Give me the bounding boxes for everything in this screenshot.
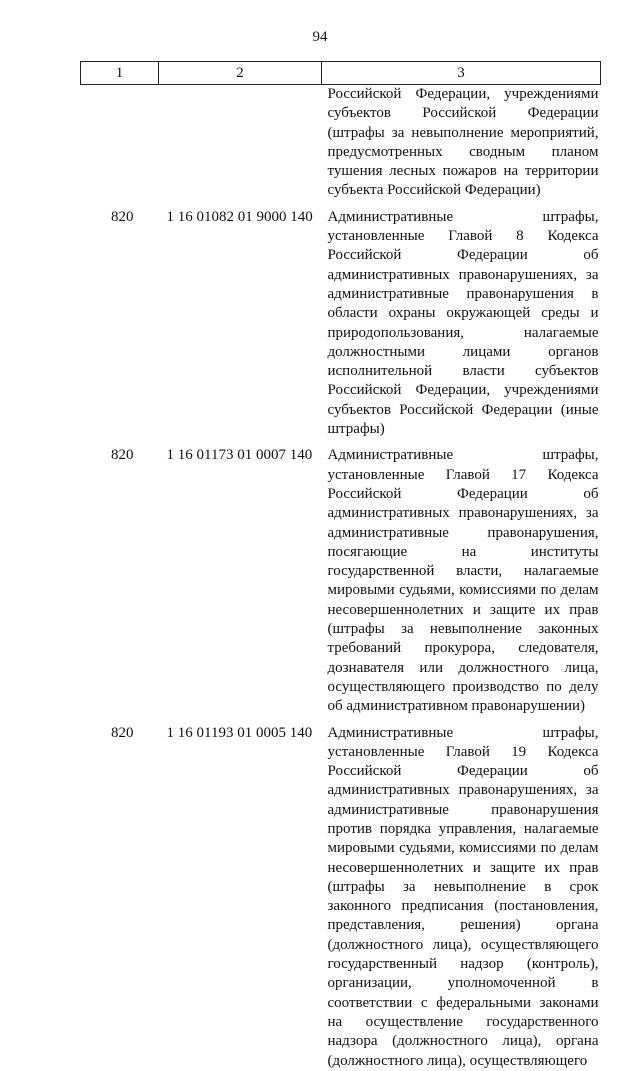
table-row bbox=[81, 717, 601, 1071]
budget-codes-table bbox=[80, 61, 601, 1071]
kbk-code-cell: 1 16 01082 01 9000 140 bbox=[166, 208, 313, 225]
header-row bbox=[81, 62, 601, 85]
admin-code-cell-empty bbox=[81, 85, 159, 201]
admin-code-cell: 820 bbox=[111, 208, 134, 225]
description-cell: Российской Федерации, учреждениями субъектов Российской Федерации (штрафы за невыполнение мероприятий, предусмотренных сводным планом тушения лесных пожаров на территории субъекта Российской Федерации) bbox=[327, 86, 599, 199]
column-header-2: 2 bbox=[159, 62, 322, 85]
column-header-1: 1 bbox=[81, 62, 159, 85]
kbk-code-cell: 1 16 01193 01 0005 140 bbox=[166, 724, 313, 741]
page-number: 94 bbox=[312, 29, 328, 45]
admin-code-cell: 820 bbox=[111, 724, 134, 741]
description-cell: Административные штрафы, установленные Главой 8 Кодекса Российской Федерации об административных правонарушениях, за административные правонарушения в области охраны окружающей среды и природопользования, налагаемые должностными лицами органов исполнительной власти субъектов Российской Федерации, учреждениями субъектов Российской Федерации (иные штрафы) bbox=[327, 208, 599, 438]
column-header-3: 3 bbox=[322, 62, 601, 85]
table-row-continuation bbox=[81, 85, 601, 201]
description-cell: Административные штрафы, установленные Главой 19 Кодекса Российской Федерации об административных правонарушениях, за административные правонарушения против порядка управления, налагаемые мировыми судьями, комиссиями по делам несовершеннолетних и защите их прав (штрафы за невыполнение в срок законного предписания (постановления, представления, решения) органа (должностного лица), осуществляющего государственный надзор (контроль), организации, уполномоченной в соответствии с федеральными законами на осуществление государственного надзора (должностного лица), органа (должностного лица), осуществляющего bbox=[327, 724, 599, 1069]
table-row bbox=[81, 439, 601, 716]
table-row bbox=[81, 201, 601, 440]
kbk-code-cell: 1 16 01173 01 0007 140 bbox=[166, 447, 313, 464]
budget-codes-table-container bbox=[80, 61, 600, 1071]
table-header bbox=[81, 62, 601, 85]
description-cell: Административные штрафы, установленные Главой 17 Кодекса Российской Федерации об административных правонарушениях, за административные правонарушения, посягающие на институты государственной власти, налагаемые мировыми судьями, комиссиями по делам несовершеннолетних и защите их прав (штрафы за невыполнение законных требований прокурора, следователя, дознавателя или должностного лица, осуществляющего производство по делу об административном правонарушении) bbox=[327, 447, 599, 715]
kbk-code-cell-empty bbox=[159, 85, 322, 201]
admin-code-cell: 820 bbox=[111, 447, 134, 464]
table-body bbox=[81, 85, 601, 1071]
